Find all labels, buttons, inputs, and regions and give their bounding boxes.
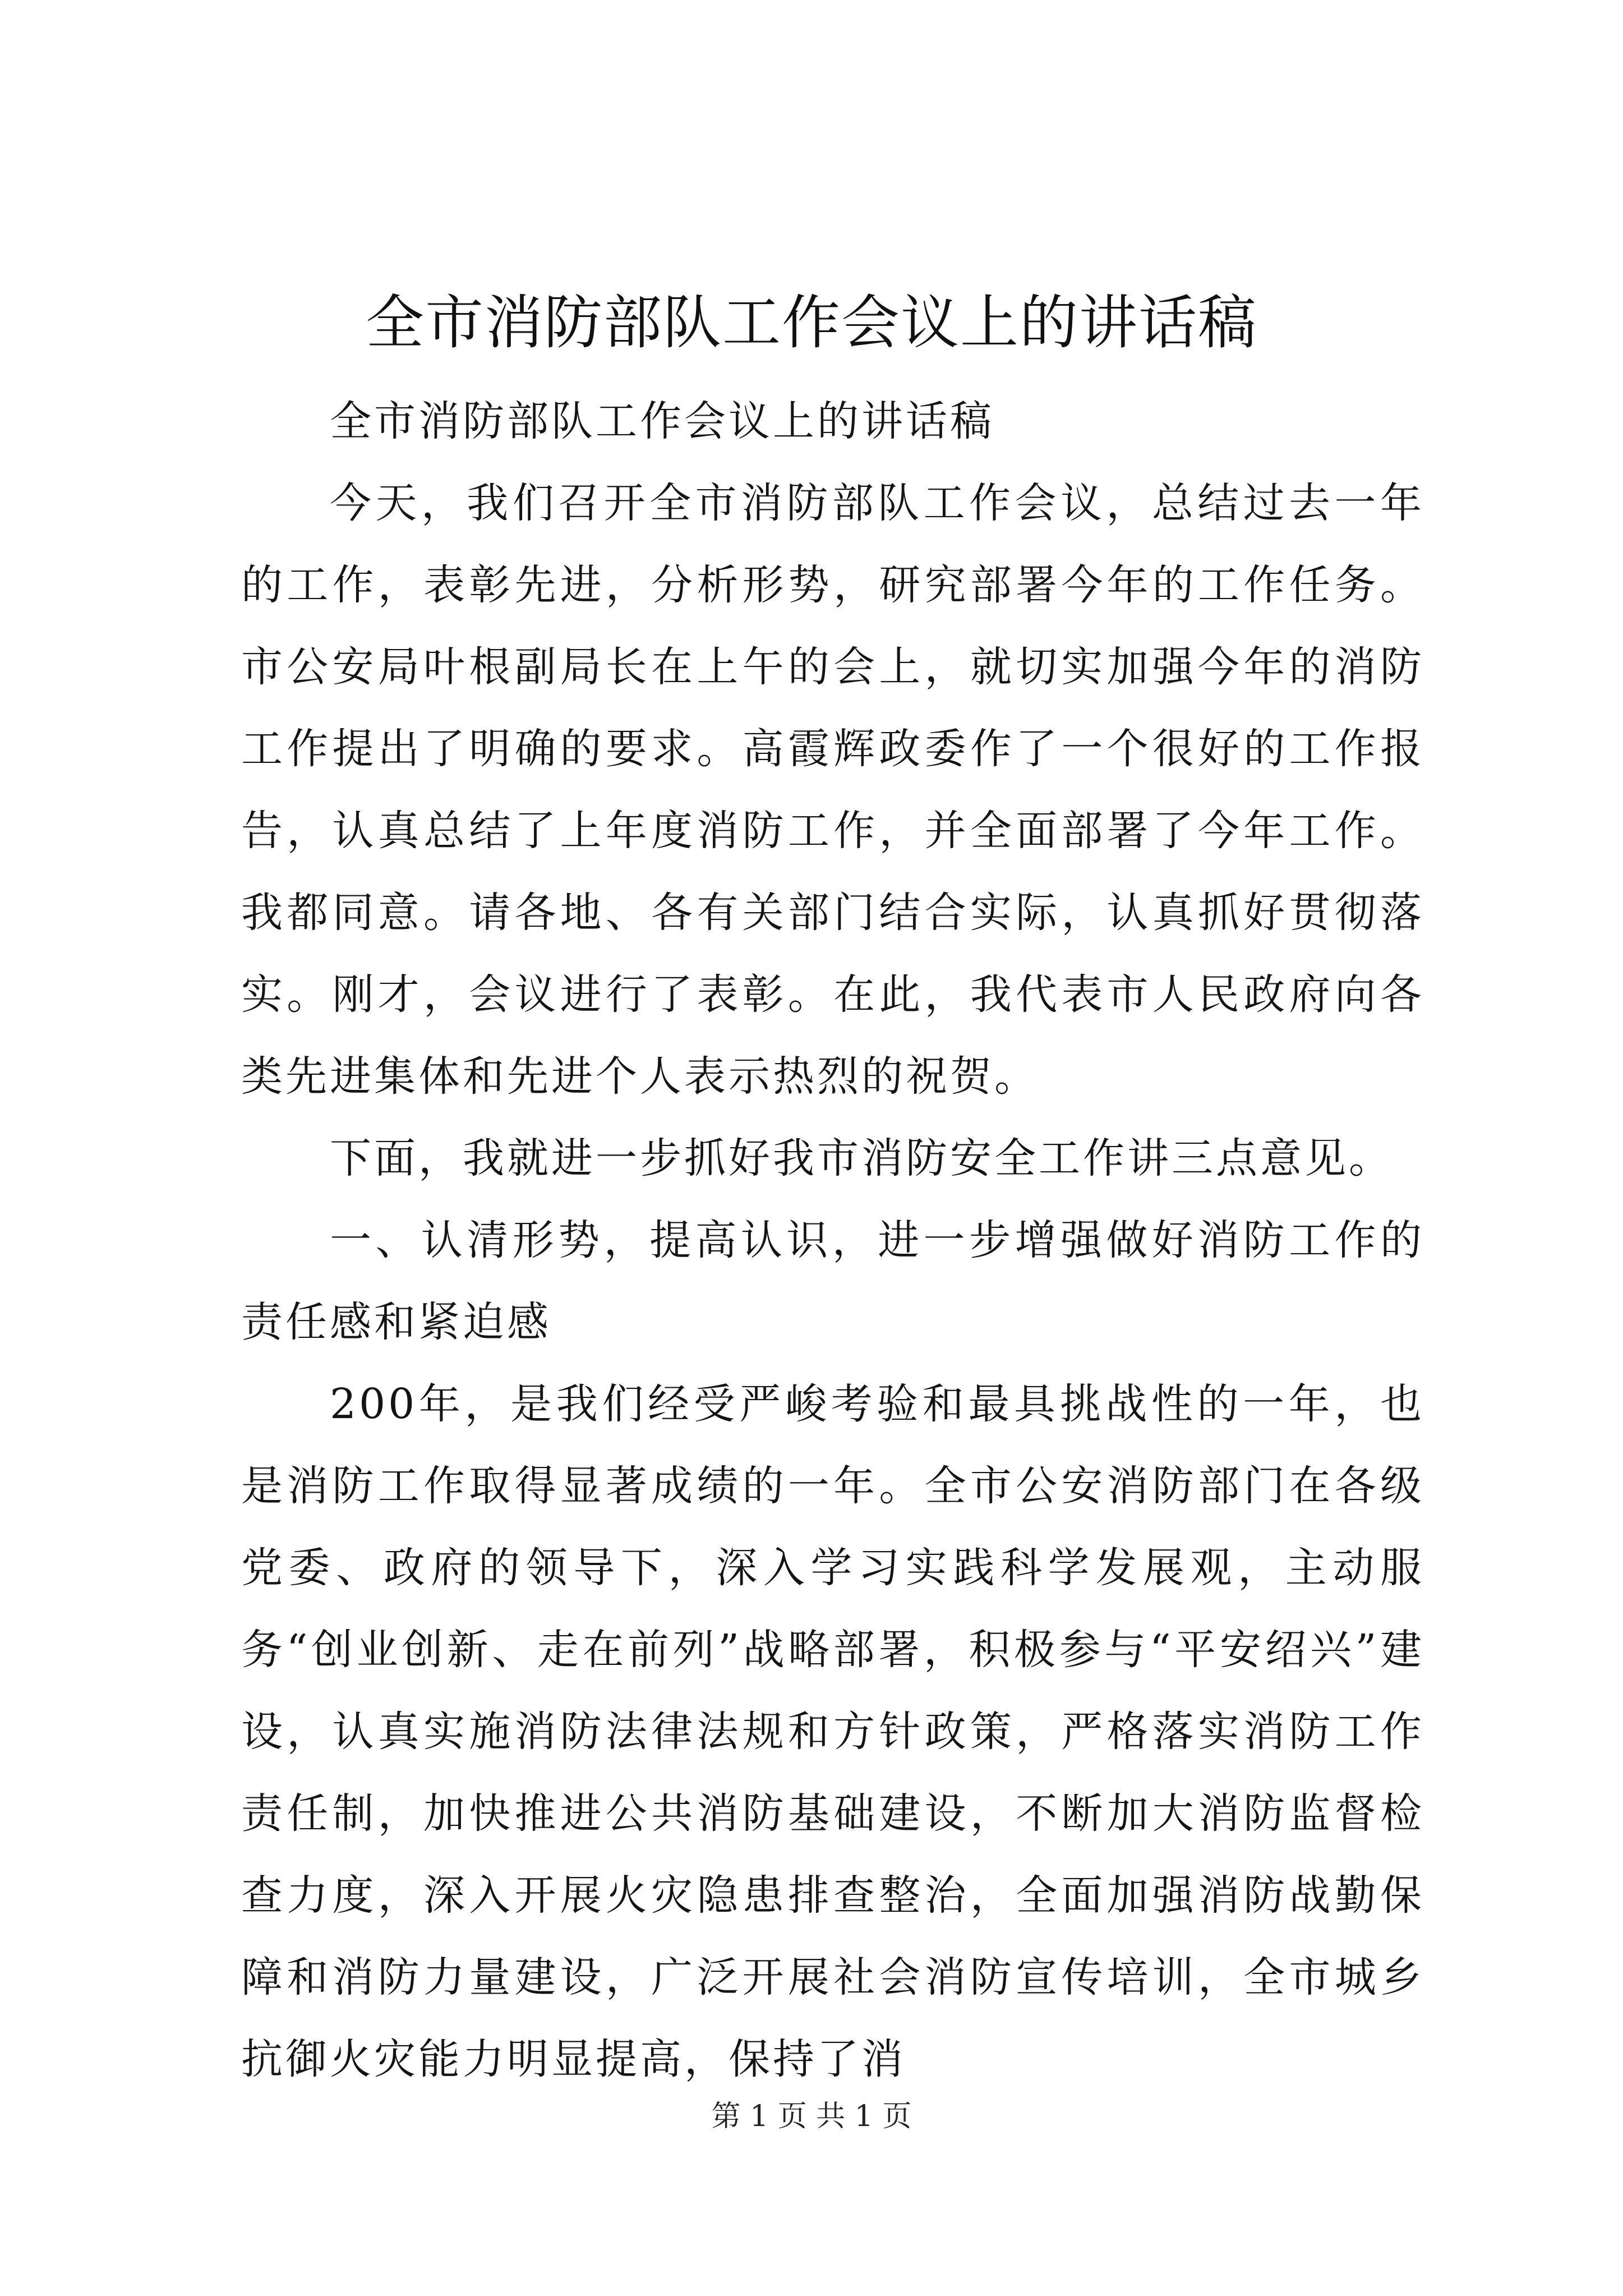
body-paragraph-subtitle: 全市消防部队工作会议上的讲话稿 (330, 397, 994, 445)
section-heading-1: 一、认清形势，提高认识，进一步增强做好消防工作的责任感和紧迫感 (241, 1216, 1424, 1346)
page-footer: 第 1 页 共 1 页 (711, 2100, 912, 2133)
page-title: 全市消防部队工作会议上的讲话稿 (365, 288, 1257, 357)
body-paragraph-outline: 下面，我就进一步抓好我市消防安全工作讲三点意见。 (330, 1134, 1393, 1182)
body-paragraph-review: 200年，是我们经受严峻考验和最具挑战性的一年，也是消防工作取得显著成绩的一年。全市公安消防部门在各级党委、政府的领导下，深入学习实践科学发展观，主动服务“创业创新、走在前列”战略部署，积极参与“平安绍兴”建设，认真实施消防法律法规和方针政策，严格落实消防工作责任制，加快推进公共消防基础建设，不断加大消防监督检查力度，深入开展火灾隐患排查整治，全面加强消防战勤保障和消防力量建设，广泛开展社会消防宣传培训，全市城乡抗御火灾能力明显提高，保持了消 (241, 1380, 1424, 2083)
body-paragraph-opening: 今天，我们召开全市消防部队工作会议，总结过去一年的工作，表彰先进，分析形势，研究部署今年的工作任务。市公安局叶根副局长在上午的会上，就切实加强今年的消防工作提出了明确的要求。高霞辉政委作了一个很好的工作报告，认真总结了上年度消防工作，并全面部署了今年工作。我都同意。请各地、各有关部门结合实际，认真抓好贯彻落实。刚才，会议进行了表彰。在此，我代表市人民政府向各类先进集体和先进个人表示热烈的祝贺。 (241, 479, 1424, 1101)
document-body (241, 380, 1424, 2100)
